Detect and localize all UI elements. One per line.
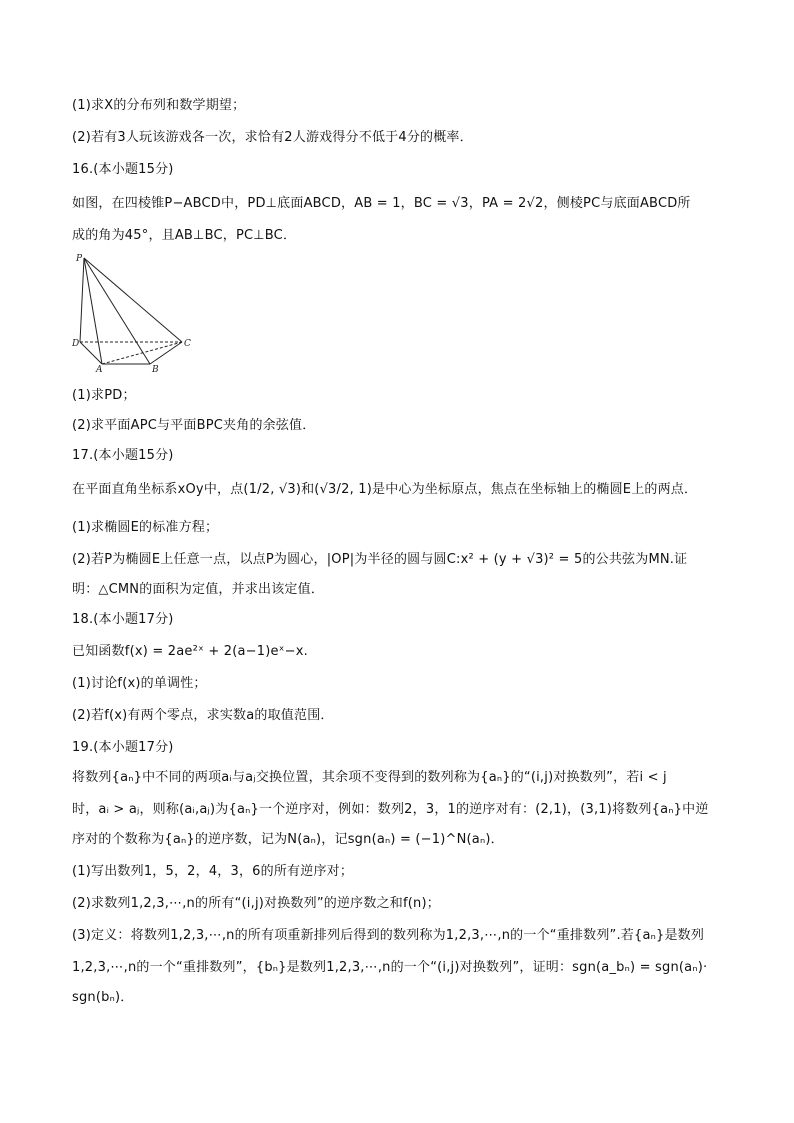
q19-part3-line2: 1,2,3,⋯,n的一个“重排数列”，{bₙ}是数列1,2,3,⋯,n的一个“(i,j)对换数列”，证明：sgn(a_bₙ) = sgn(aₙ)· [72, 960, 708, 975]
q17-part2-line2: 明：△CMN的面积为定值，并求出该定值． [72, 582, 325, 597]
q19-stem-line3: 序对的个数称为{aₙ}的逆序数，记为N(aₙ)，记sgn(aₙ) = (−1)^N(aₙ)． [72, 832, 504, 847]
q19-part3-line3: sgn(bₙ)． [72, 990, 134, 1005]
q16-stem-line2: 成的角为45°，且AB⊥BC，PC⊥BC． [72, 228, 297, 243]
label-a: A [96, 365, 103, 372]
q18-heading: 18.(本小题17分) [72, 612, 174, 627]
q19-part1: (1)写出数列1，5，2，4，3，6的所有逆序对； [72, 864, 354, 879]
q19-heading: 19.(本小题17分) [72, 740, 174, 755]
q16-part2: (2)求平面APC与平面BPC夹角的余弦值． [72, 418, 316, 433]
edge-pc [84, 258, 182, 342]
q17-part2-line1: (2)若P为椭圆E上任意一点，以点P为圆心，|OP|为半径的圆与圆C:x² + (y + √3)² = 5的公共弦为MN.证 [72, 552, 688, 567]
edge-ac-hidden [102, 342, 182, 364]
q17-heading: 17.(本小题15分) [72, 448, 174, 463]
q16-stem-line1: 如图，在四棱锥P−ABCD中，PD⊥底面ABCD，AB = 1，BC = √3，PA = 2√2，侧棱PC与底面ABCD所 [72, 196, 691, 211]
q19-stem-line2: 时，aᵢ > aⱼ，则称(aᵢ,aⱼ)为{aₙ}一个逆序对，例如：数列2，3，1的逆序对有：(2,1)，(3,1)将数列{aₙ}中逆 [72, 802, 709, 817]
q16-part1: (1)求PD； [72, 388, 136, 403]
q15-part1: (1)求X的分布列和数学期望； [72, 98, 246, 113]
q19-part3-line1: (3)定义：将数列1,2,3,⋯,n的所有项重新排列后得到的数列称为1,2,3,⋯,n的一个“重排数列”.若{aₙ}是数列 [72, 928, 705, 943]
q18-stem: 已知函数f(x) = 2ae²ˣ + 2(a−1)eˣ−x. [72, 644, 308, 659]
label-c: C [184, 339, 191, 349]
edge-bc [150, 342, 182, 364]
label-b: B [152, 365, 159, 372]
q18-part1: (1)讨论f(x)的单调性； [72, 676, 207, 691]
q19-part2: (2)求数列1,2,3,⋯,n的所有“(i,j)对换数列”的逆序数之和f(n)； [72, 896, 440, 911]
q19-stem-line1: 将数列{aₙ}中不同的两项aᵢ与aⱼ交换位置，其余项不变得到的数列称为{aₙ}的“(i,j)对换数列”，若i < j [72, 770, 667, 785]
label-p: P [76, 254, 83, 264]
edge-pb [84, 258, 150, 364]
label-d: D [72, 339, 80, 349]
q18-part2: (2)若f(x)有两个零点，求实数a的取值范围． [72, 708, 334, 723]
q16-heading: 16.(本小题15分) [72, 162, 174, 177]
q17-stem: 在平面直角坐标系xOy中，点(1/2, √3)和(√3/2, 1)是中心为坐标原点，焦点在坐标轴上的椭圆E上的两点． [72, 482, 698, 497]
edge-pd [80, 258, 84, 342]
q17-part1: (1)求椭圆E的标准方程； [72, 520, 219, 535]
pyramid-figure [72, 252, 202, 372]
q15-part2: (2)若有3人玩该游戏各一次，求恰有2人游戏得分不低于4分的概率． [72, 130, 473, 145]
